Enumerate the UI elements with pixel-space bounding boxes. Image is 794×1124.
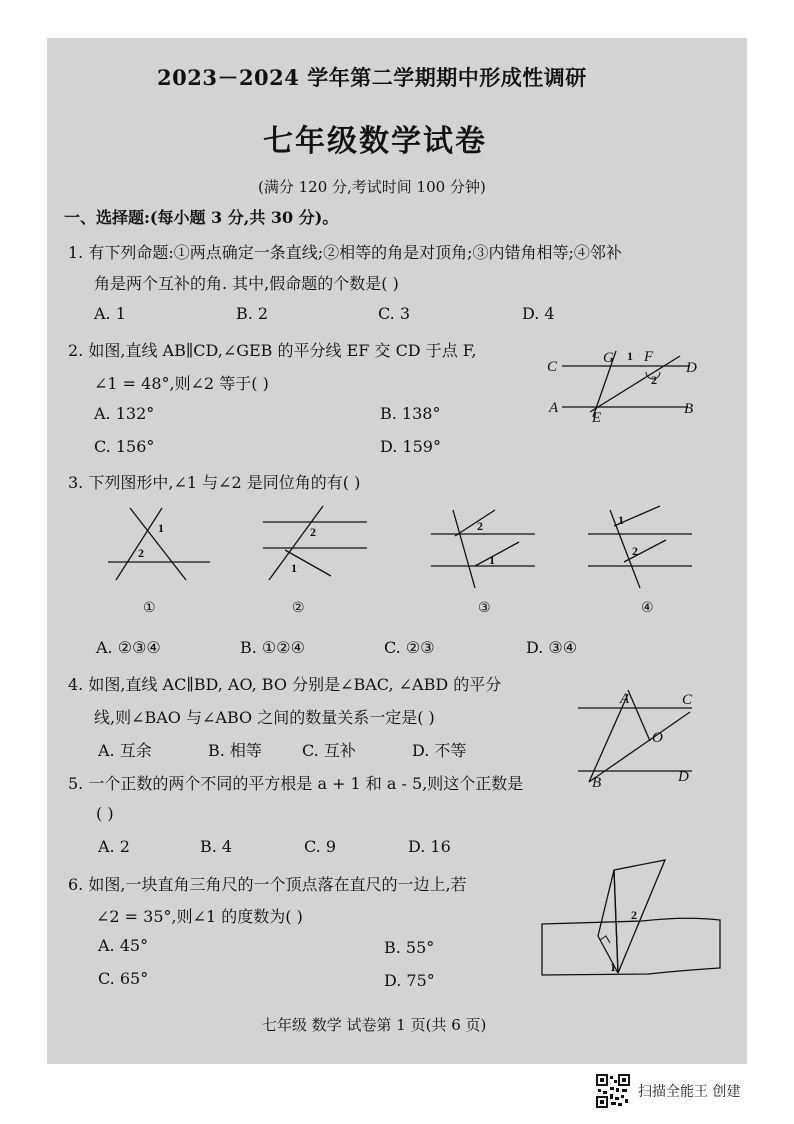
q6-label-angle2: 2 (631, 908, 637, 922)
q5-option-b: B. 4 (200, 837, 233, 856)
q1-option-c: C. 3 (378, 304, 411, 323)
q2-figure (540, 342, 710, 427)
q2-label-e: E (592, 410, 602, 426)
q1-option-a: A. 1 (94, 304, 126, 323)
q2-option-c: C. 156° (94, 437, 155, 456)
q3-fig2-caption: ② (292, 600, 305, 616)
q2-label-b: B (684, 401, 694, 417)
q5-option-a: A. 2 (98, 837, 130, 856)
q2-label-g: G (603, 350, 614, 366)
q3-fig1-angle1: 1 (158, 521, 164, 535)
q4-option-d: D. 不等 (412, 741, 467, 760)
q3-fig3-caption: ③ (478, 600, 491, 616)
q2-label-a: A (549, 400, 559, 416)
qr-code-icon (596, 1074, 630, 1108)
q3-line1: 3. 下列图形中,∠1 与∠2 是同位角的有( ) (68, 473, 361, 492)
q6-option-a: A. 45° (98, 936, 149, 955)
q5-option-c: C. 9 (304, 837, 337, 856)
q3-figure-4 (582, 500, 702, 620)
q1-option-b: B. 2 (236, 304, 269, 323)
scanner-watermark-text: 扫描全能王 创建 (638, 1084, 741, 1100)
q4-label-d: D (678, 769, 689, 785)
q6-figure (536, 858, 722, 982)
q2-line1: 2. 如图,直线 AB∥CD,∠GEB 的平分线 EF 交 CD 于点 F, (68, 341, 477, 360)
q3-fig4-angle2: 2 (632, 544, 638, 558)
q3-figure-1 (100, 500, 220, 620)
q4-line2: 线,则∠BAO 与∠ABO 之间的数量关系一定是( ) (94, 708, 435, 727)
q4-option-a: A. 互余 (98, 741, 152, 760)
q2-line2: ∠1 = 48°,则∠2 等于( ) (94, 374, 269, 393)
q3-option-a: A. ②③④ (96, 638, 161, 657)
q4-label-c: C (682, 692, 693, 708)
q3-fig1-caption: ① (143, 600, 156, 616)
exam-subtitle: 七年级数学试卷 (263, 124, 487, 159)
q6-option-c: C. 65° (98, 969, 149, 988)
q2-label-c: C (547, 359, 558, 375)
q3-fig2-angle2: 2 (310, 525, 316, 539)
q2-label-angle1: 1 (627, 349, 633, 363)
q1-option-d: D. 4 (522, 304, 555, 323)
q6-option-b: B. 55° (384, 938, 435, 957)
q3-option-c: C. ②③ (384, 638, 435, 657)
q2-label-f: F (644, 349, 654, 365)
section-heading: 一、选择题:(每小题 3 分,共 30 分)。 (64, 208, 339, 227)
scanner-watermark (596, 1074, 740, 1108)
q3-fig2-angle1: 1 (291, 561, 297, 575)
q6-line2: ∠2 = 35°,则∠1 的度数为( ) (96, 907, 303, 926)
exam-title: 2023－2024 学年第二学期期中形成性调研 (157, 65, 587, 90)
q3-option-d: D. ③④ (526, 638, 578, 657)
q1-line1: 1. 有下列命题:①两点确定一条直线;②相等的角是对顶角;③内错角相等;④邻补 (68, 243, 622, 262)
q2-label-angle2: 2 (651, 373, 657, 387)
q4-label-a: A (620, 691, 630, 707)
q4-option-c: C. 互补 (302, 741, 356, 760)
q6-line1: 6. 如图,一块直角三角尺的一个顶点落在直尺的一边上,若 (68, 875, 467, 894)
q2-label-d: D (686, 360, 697, 376)
q4-label-b: B (592, 775, 602, 791)
q2-option-d: D. 159° (380, 437, 441, 456)
q3-fig3-angle2: 2 (477, 519, 483, 533)
page-footer: 七年级 数学 试卷第 1 页(共 6 页) (262, 1016, 487, 1034)
q2-option-a: A. 132° (94, 404, 155, 423)
q6-option-d: D. 75° (384, 971, 435, 990)
q3-fig1-angle2: 2 (138, 546, 144, 560)
q3-fig4-caption: ④ (641, 600, 654, 616)
q3-figure-3 (425, 500, 545, 620)
q5-option-d: D. 16 (408, 837, 451, 856)
q3-fig4-angle1: 1 (618, 513, 624, 527)
exam-note: (满分 120 分,考试时间 100 分钟) (258, 178, 486, 196)
q4-option-b: B. 相等 (208, 741, 262, 760)
q4-figure (574, 686, 704, 791)
q3-option-b: B. ①②④ (240, 638, 305, 657)
q6-label-angle1: 1 (610, 960, 616, 974)
q5-line1: 5. 一个正数的两个不同的平方根是 a + 1 和 a - 5,则这个正数是 (68, 774, 524, 793)
q5-line2: ( ) (96, 804, 114, 823)
q4-line1: 4. 如图,直线 AC∥BD, AO, BO 分别是∠BAC, ∠ABD 的平分 (68, 675, 502, 694)
q3-fig3-angle1: 1 (489, 553, 495, 567)
q2-option-b: B. 138° (380, 404, 441, 423)
q4-label-o: O (652, 730, 663, 746)
q3-figure-2 (255, 500, 375, 620)
q1-line2: 角是两个互补的角. 其中,假命题的个数是( ) (94, 274, 399, 293)
